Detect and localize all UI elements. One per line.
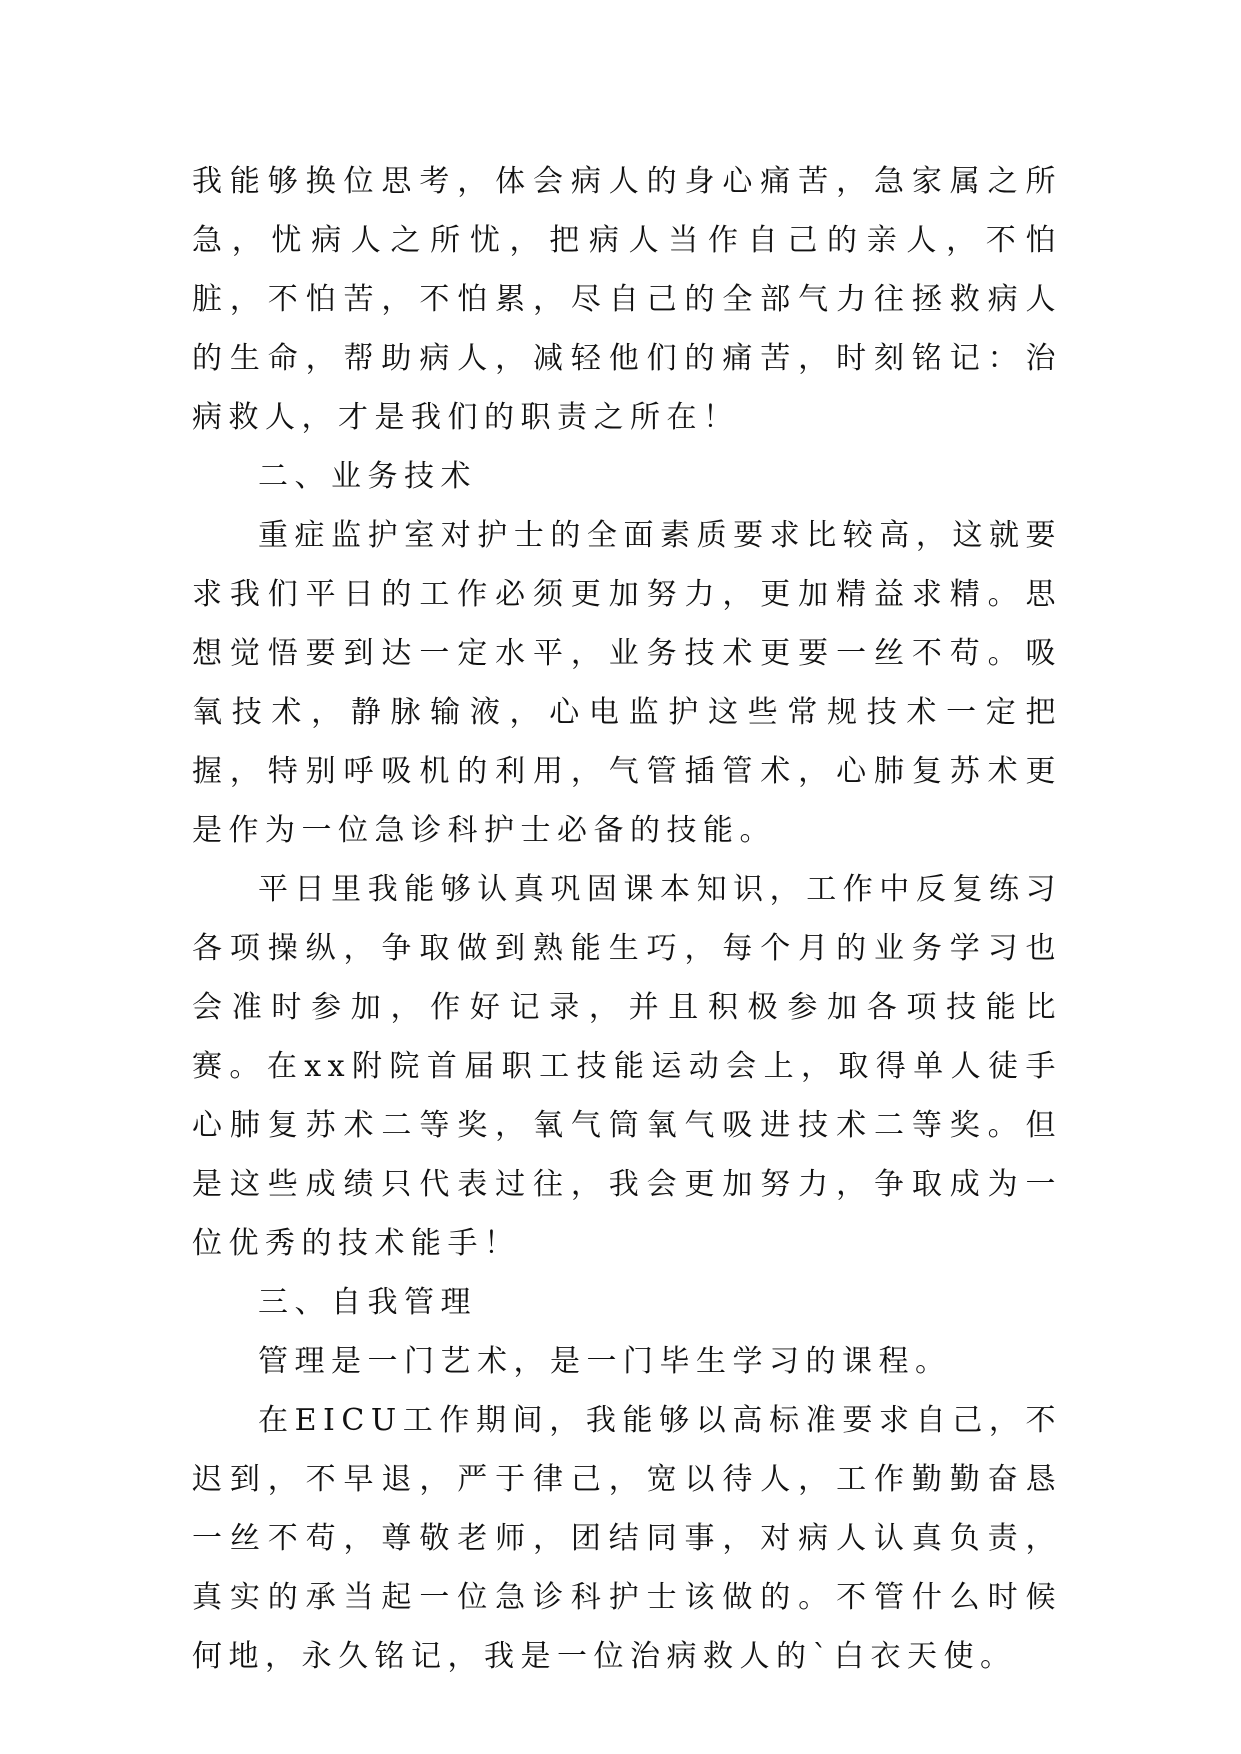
body-paragraph: 我能够换位思考，体会病人的身心痛苦，急家属之所急，忧病人之所忧，把病人当作自己的亲人，不怕脏，不怕苦，不怕累，尽自己的全部气力往拯救病人的生命，帮助病人，减轻他们的痛苦，时刻铭记：治病救人，才是我们的职责之所在！ <box>192 164 1062 435</box>
body-paragraph: 在EICU工作期间，我能够以高标准要求自己，不迟到，不早退，严于律己，宽以待人，工作勤勤奋恳一丝不苟，尊敬老师，团结同事，对病人认真负责，真实的承当起一位急诊科护士该做的。不管什么时候何地，永久铭记，我是一位治病救人的`白衣天使。 <box>192 1403 1062 1674</box>
body-paragraph: 平日里我能够认真巩固课本知识，工作中反复练习各项操纵，争取做到熟能生巧，每个月的业务学习也会准时参加，作好记录，并且积极参加各项技能比赛。在xx附院首届职工技能运动会上，取得单人徒手心肺复苏术二等奖，氧气筒氧气吸进技术二等奖。但是这些成绩只代表过往，我会更加努力，争取成为一位优秀的技术能手！ <box>192 872 1062 1261</box>
document-page <box>192 152 1062 1686</box>
body-paragraph: 管理是一门艺术，是一门毕生学习的课程。 <box>258 1344 952 1379</box>
section-heading: 二、业务技术 <box>258 459 477 494</box>
section-heading: 三、自我管理 <box>258 1285 477 1320</box>
body-paragraph: 重症监护室对护士的全面素质要求比较高，这就要求我们平日的工作必须更加努力，更加精益求精。思想觉悟要到达一定水平，业务技术更要一丝不苟。吸氧技术，静脉输液，心电监护这些常规技术一定把握，特别呼吸机的利用，气管插管术，心肺复苏术更是作为一位急诊科护士必备的技能。 <box>192 518 1062 848</box>
